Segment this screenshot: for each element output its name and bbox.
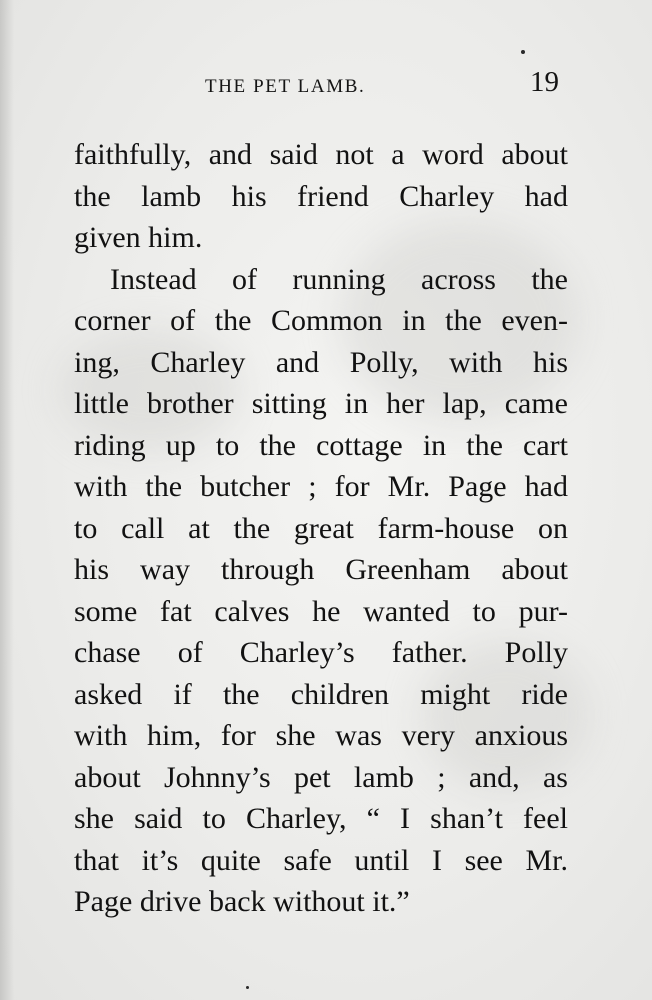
text-line: little brother sitting in her lap, came [74,387,568,420]
text-line: given him. [74,221,203,254]
page-number: 19 [530,66,559,98]
text-line: she said to Charley, “ I shan’t feel [74,802,568,835]
text-line: his way through Greenham about [74,553,568,586]
text-line: asked if the children might ride [74,677,568,711]
text-line: that it’s quite safe until I see Mr. [74,843,568,877]
text-line: corner of the Common in the even- [74,304,568,337]
text-line: to call at the great farm-house on [74,511,568,545]
text-line: Page drive back without it.” [74,885,410,918]
text-line: with him, for she was very anxious [74,719,568,752]
page-edge-shadow [0,0,14,1000]
text-line: riding up to the cottage in the cart [74,428,568,462]
text-line: the lamb his friend Charley had [74,179,568,213]
text-line: about Johnny’s pet lamb ; and, as [74,760,568,794]
text-line: with the butcher ; for Mr. Page had [74,470,568,503]
text-line: Instead of running across the [110,262,568,296]
ink-speck [246,986,249,989]
text-line: some fat calves he wanted to pur- [74,594,568,628]
ink-speck [521,50,525,54]
body-text [74,134,568,923]
text-line: faithfully, and said not a word about [74,138,568,171]
running-title: THE PET LAMB. [205,76,366,97]
text-line: chase of Charley’s father. Polly [74,636,568,669]
text-line: ing, Charley and Polly, with his [74,345,568,379]
